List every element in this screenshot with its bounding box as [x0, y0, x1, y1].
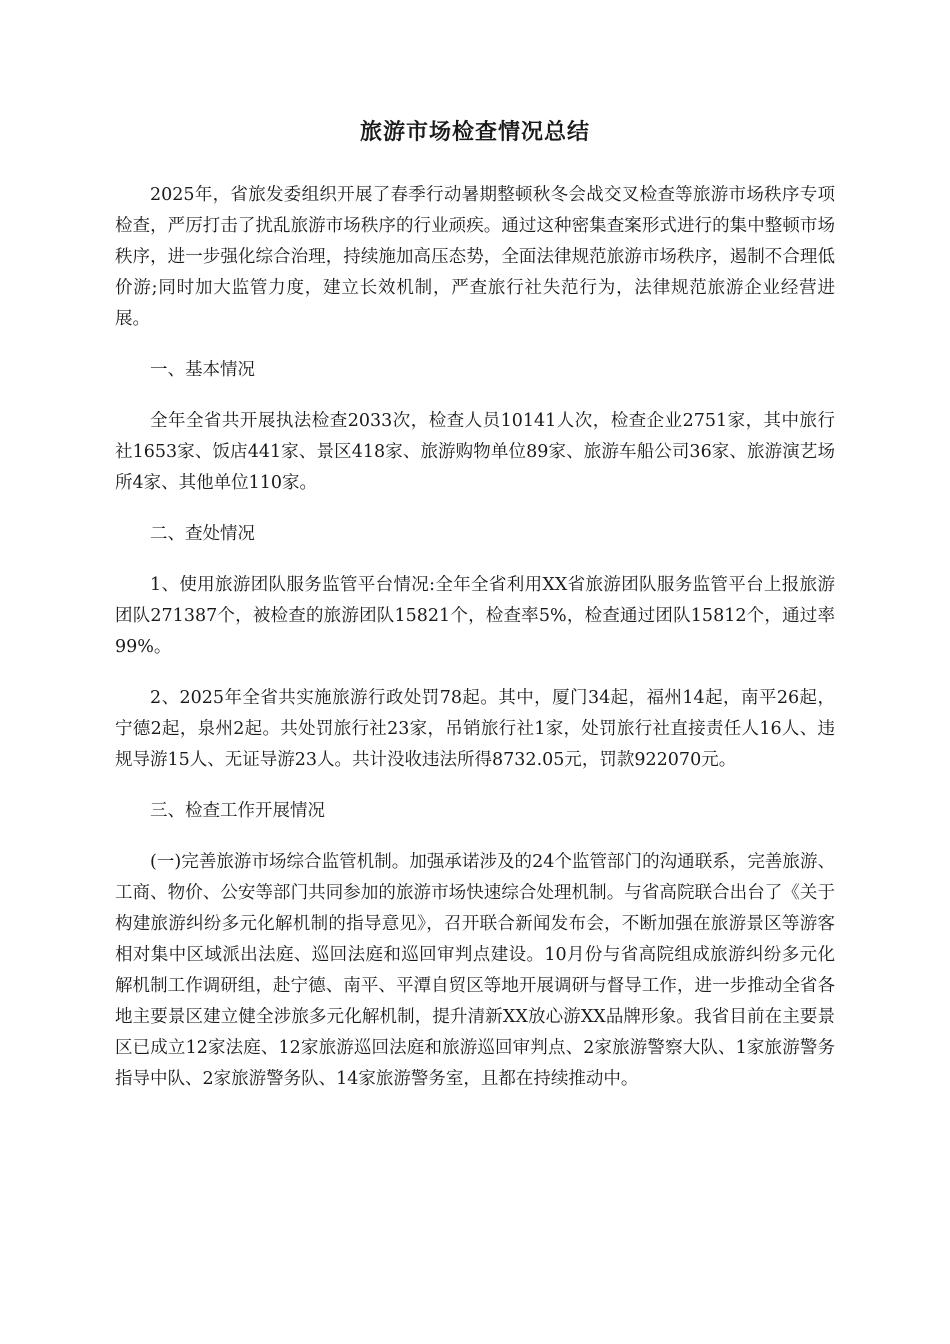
- section-heading-basic: 一、基本情况: [150, 360, 255, 380]
- supervision-mechanism-paragraph: (一)完善旅游市场综合监管机制。加强承诺涉及的24个监管部门的沟通联系，完善旅游、工商、物价、公安等部门共同参加的旅游市场快速综合处理机制。与省高院联合出台了《关于构建旅游纠纷多元化解机制的指导意见》，召开联合新闻发布会，不断加强在旅游景区等游客相对集中区域派出法庭、巡回法庭和巡回审判点建设。10月份与省高院组成旅游纠纷多元化解机制工作调研组，赴宁德、南平、平潭自贸区等地开展调研与督导工作，进一步推动全省各地主要景区建立健全涉旅多元化解机制，提升清新XX放心游XX品牌形象。我省目前在主要景区已成立12家法庭、12家旅游巡回法庭和旅游巡回审判点、2家旅游警察大队、1家旅游警务指导中队、2家旅游警务队、14家旅游警务室，且都在持续推动中。: [115, 852, 835, 1089]
- section-heading-inspection-work: 三、检查工作开展情况: [150, 801, 325, 821]
- section-heading-penalties: 二、查处情况: [150, 524, 255, 544]
- intro-paragraph: 2025年，省旅发委组织开展了春季行动暑期整顿秋冬会战交叉检查等旅游市场秩序专项检查，严厉打击了扰乱旅游市场秩序的行业顽疾。通过这种密集查案形式进行的集中整顿市场秩序，进一步强化综合治理，持续施加高压态势，全面法律规范旅游市场秩序，遏制不合理低价游;同时加大监管力度，建立长效机制，严查旅行社失范行为，法律规范旅游企业经营进展。: [115, 185, 835, 329]
- basic-situation-paragraph: 全年全省共开展执法检查2033次，检查人员10141人次，检查企业2751家，其中旅行社1653家、饭店441家、景区418家、旅游购物单位89家、旅游车船公司36家、旅游演艺场所4家、其他单位110家。: [115, 411, 835, 493]
- document-body: [115, 180, 835, 1115]
- document-title: 旅游市场检查情况总结: [359, 119, 590, 145]
- penalties-paragraph: 2、2025年全省共实施旅游行政处罚78起。其中，厦门34起，福州14起，南平26起，宁德2起，泉州2起。共处罚旅行社23家，吊销旅行社1家，处罚旅行社直接责任人16人、违规导游15人、无证导游23人。共计没收违法所得8732.05元，罚款922070元。: [115, 688, 835, 770]
- platform-usage-paragraph: 1、使用旅游团队服务监管平台情况:全年全省利用XX省旅游团队服务监管平台上报旅游团队271387个，被检查的旅游团队15821个，检查率5%，检查通过团队15812个，通过率99%。: [115, 575, 835, 657]
